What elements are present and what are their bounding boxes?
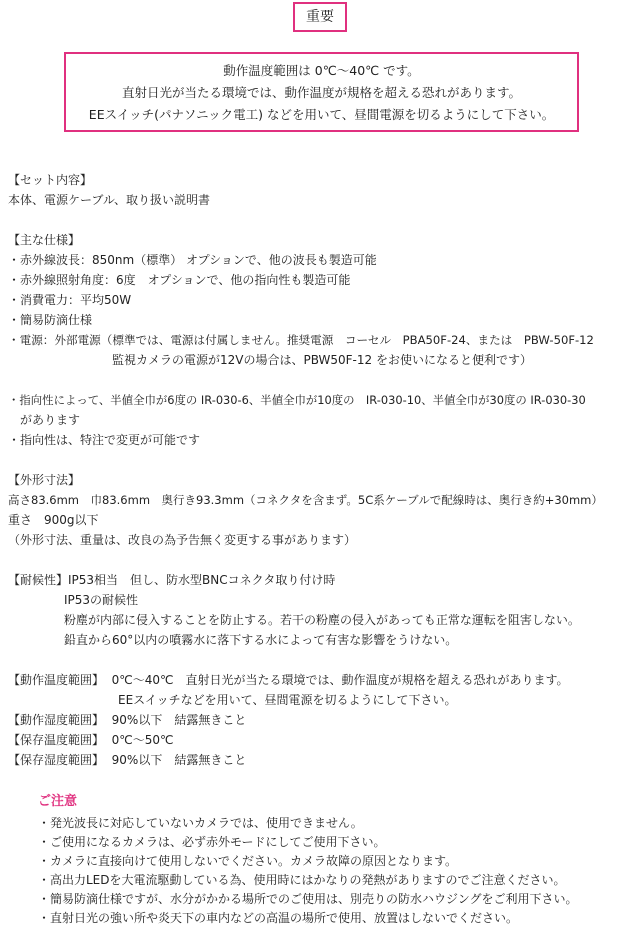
storage-humidity-heading: 【保存湿度範囲】 — [8, 753, 105, 767]
notice-line: 直射日光が当たる環境では、動作温度が規格を超える恐れがあります。 — [121, 85, 521, 100]
weather-line: 鉛直から60°以内の噴霧水に落下する水によって有害な影響をうけない。 — [64, 633, 458, 647]
notice-line: EEスイッチ(パナソニック電工) などを用いて、昼間電源を切るようにして下さい。 — [88, 107, 555, 122]
temperature-value: 0℃～40℃ 直射日光が当たる環境では、動作温度が規格を超える恐れがあります。 — [111, 673, 569, 687]
dimensions-line: （外形寸法、重量は、改良の為予告無く変更する事があります） — [8, 533, 357, 547]
dimensions-line: 重さ 900g以下 — [8, 513, 99, 527]
humidity-heading: 【動作湿度範囲】 — [8, 713, 105, 727]
spec-item: ・電源：外部電源（標準では、電源は付属しません。推奨電源 コーセル PBA50F-24、または PBW-50F-12 — [8, 333, 594, 347]
directivity-line: ・指向性によって、半値全巾が6度の IR-030-6、半値全巾が10度の IR-030-10、半値全巾が30度の IR-030-30 — [8, 393, 586, 407]
weather-line: IP53の耐候性 — [64, 593, 139, 607]
caution-item: ・発光波長に対応していないカメラでは、使用できません。 — [38, 816, 363, 830]
caution-item: ・カメラに直接向けて使用しないでください。カメラ故障の原因となります。 — [38, 854, 458, 868]
notice-line: 動作温度範囲は 0℃～40℃ です。 — [223, 63, 420, 78]
temperature-heading: 【動作温度範囲】 — [8, 673, 105, 687]
spec-item: ・簡易防滴仕様 — [8, 313, 93, 327]
storage-temp-value: 0℃～50℃ — [111, 733, 174, 747]
weather-heading-label: 【耐候性】 — [8, 573, 69, 587]
caution-item: ・直射日光の強い所や炎天下の車内などの高温の場所で使用、放置はしないでください。 — [38, 911, 519, 925]
caution-title: ご注意 — [38, 794, 78, 809]
storage-humidity-row — [8, 750, 246, 770]
page-title: 重要 — [293, 2, 347, 32]
caution-item: ・簡易防滴仕様ですが、水分がかかる場所でのご使用は、別売りの防水ハウジングをご利用下さい。 — [38, 892, 578, 906]
spec-item-cont: 監視カメラの電源が12Vの場合は、PBW50F-12 をお使いになると便利です） — [112, 353, 532, 367]
directivity-line: ・指向性は、特注で変更が可能です — [8, 433, 201, 447]
directivity-line: があります — [20, 413, 81, 427]
storage-temp-row — [8, 730, 174, 750]
caution-item: ・高出力LEDを大電流駆動している為、使用時にはかなりの発熱がありますのでご注意ください。 — [38, 873, 566, 887]
storage-temp-heading: 【保存温度範囲】 — [8, 733, 105, 747]
temperature-row — [8, 670, 569, 690]
temperature-note: EEスイッチなどを用いて、昼間電源を切るようにして下さい。 — [118, 693, 457, 707]
storage-humidity-value: 90%以下 結露無きこと — [111, 753, 247, 767]
dimensions-line: 高さ83.6mm 巾83.6mm 奥行き93.3mm（コネクタを含まず。5C系ケーブルで配線時は、奥行き約+30mm） — [8, 493, 603, 507]
weather-heading — [8, 570, 335, 590]
spec-item: ・赤外線照射角度：6度 オプションで、他の指向性も製造可能 — [8, 273, 351, 287]
specs-heading: 【主な仕様】 — [8, 233, 81, 247]
spec-item: ・消費電力：平均50W — [8, 293, 132, 307]
caution-item: ・ご使用になるカメラは、必ず赤外モードにしてご使用下さい。 — [38, 835, 386, 849]
dimensions-heading: 【外形寸法】 — [8, 473, 81, 487]
caution-list — [38, 814, 577, 928]
set-content: 本体、電源ケーブル、取り扱い説明書 — [8, 193, 210, 207]
weather-line: 粉塵が内部に侵入することを防止する。若干の粉塵の侵入があっても正常な運転を阻害しない。 — [64, 613, 580, 627]
humidity-row — [8, 710, 246, 730]
set-heading: 【セット内容】 — [8, 173, 93, 187]
weather-first: IP53相当 但し、防水型BNCコネクタ取り付け時 — [68, 573, 336, 587]
important-notice-box — [64, 52, 579, 132]
humidity-value: 90%以下 結露無きこと — [111, 713, 247, 727]
spec-item: ・赤外線波長：850nm（標準） オプションで、他の波長も製造可能 — [8, 253, 377, 267]
